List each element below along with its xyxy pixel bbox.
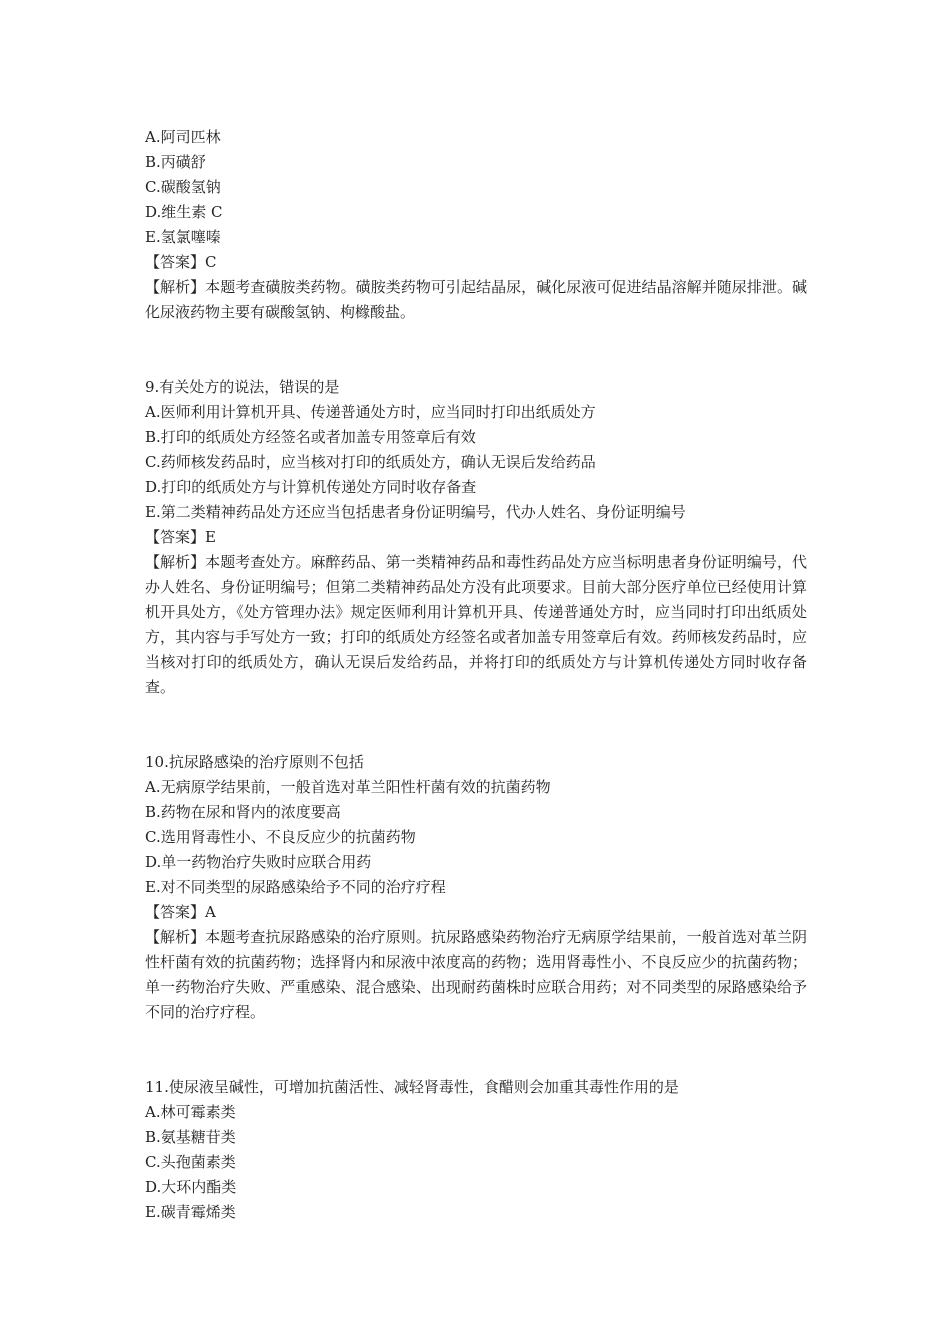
analysis-paragraph: 【解析】本题考查处方。麻醉药品、第一类精神药品和毒性药品处方应当标明患者身份证明编号，代办人姓名、身份证明编号；但第二类精神药品处方没有此项要求。目前大部分医疗单位已经使用计算机开具处方，《处方管理办法》规定医师利用计算机开具、传递普通处方时，应当同时打印出纸质处方，其内容与手写处方一致；打印的纸质处方经签名或者加盖专用签章后有效。药师核发药品时，应当核对打印的纸质处方，确认无误后发给药品，并将打印的纸质处方与计算机传递处方同时收存备查。	[145, 553, 807, 696]
option-a: A.医师利用计算机开具、传递普通处方时，应当同时打印出纸质处方	[145, 403, 596, 421]
option-c: C.选用肾毒性小、不良反应少的抗菌药物	[145, 828, 416, 846]
option-c: C.碳酸氢钠	[145, 178, 221, 196]
option-e: E.氢氯噻嗪	[145, 228, 221, 246]
option-b: B.药物在尿和肾内的浓度要高	[145, 803, 341, 821]
spacer	[145, 1025, 807, 1075]
option-b: B.氨基糖苷类	[145, 1128, 236, 1146]
option-c: C.药师核发药品时，应当核对打印的纸质处方，确认无误后发给药品	[145, 453, 596, 471]
question-stem: 10.抗尿路感染的治疗原则不包括	[145, 753, 364, 771]
option-e: E.对不同类型的尿路感染给予不同的治疗疗程	[145, 878, 446, 896]
option-d: D.单一药物治疗失败时应联合用药	[145, 853, 372, 871]
answer-line: 【答案】C	[145, 253, 217, 271]
answer-line: 【答案】A	[145, 903, 216, 921]
option-a: A.无病原学结果前，一般首选对革兰阳性杆菌有效的抗菌药物	[145, 778, 551, 796]
question-10-block	[145, 750, 807, 1025]
question-9-block	[145, 375, 807, 700]
option-e: E.第二类精神药品处方还应当包括患者身份证明编号，代办人姓名、身份证明编号	[145, 503, 686, 521]
option-d: D.维生素 C	[145, 203, 223, 221]
option-d: D.大环内酯类	[145, 1178, 237, 1196]
question-8-block	[145, 125, 807, 325]
answer-line: 【答案】E	[145, 528, 216, 546]
analysis-paragraph: 【解析】本题考查磺胺类药物。磺胺类药物可引起结晶尿，碱化尿液可促进结晶溶解并随尿排泄。碱化尿液药物主要有碳酸氢钠、枸橼酸盐。	[145, 278, 807, 321]
spacer	[145, 700, 807, 750]
option-c: C.头孢菌素类	[145, 1153, 236, 1171]
question-stem: 9.有关处方的说法，错误的是	[145, 378, 340, 396]
question-11-block	[145, 1075, 807, 1225]
option-e: E.碳青霉烯类	[145, 1203, 236, 1221]
option-b: B.打印的纸质处方经签名或者加盖专用签章后有效	[145, 428, 476, 446]
analysis-paragraph: 【解析】本题考查抗尿路感染的治疗原则。抗尿路感染药物治疗无病原学结果前，一般首选对革兰阴性杆菌有效的抗菌药物；选择肾内和尿液中浓度高的药物；选用肾毒性小、不良反应少的抗菌药物；单一药物治疗失败、严重感染、混合感染、出现耐药菌株时应联合用药；对不同类型的尿路感染给予不同的治疗疗程。	[145, 928, 807, 1021]
spacer	[145, 325, 807, 375]
option-a: A.阿司匹林	[145, 128, 221, 146]
option-b: B.丙磺舒	[145, 153, 206, 171]
question-stem: 11.使尿液呈碱性，可增加抗菌活性、减轻肾毒性，食醋则会加重其毒性作用的是	[145, 1078, 679, 1096]
option-d: D.打印的纸质处方与计算机传递处方同时收存备查	[145, 478, 477, 496]
option-a: A.林可霉素类	[145, 1103, 236, 1121]
